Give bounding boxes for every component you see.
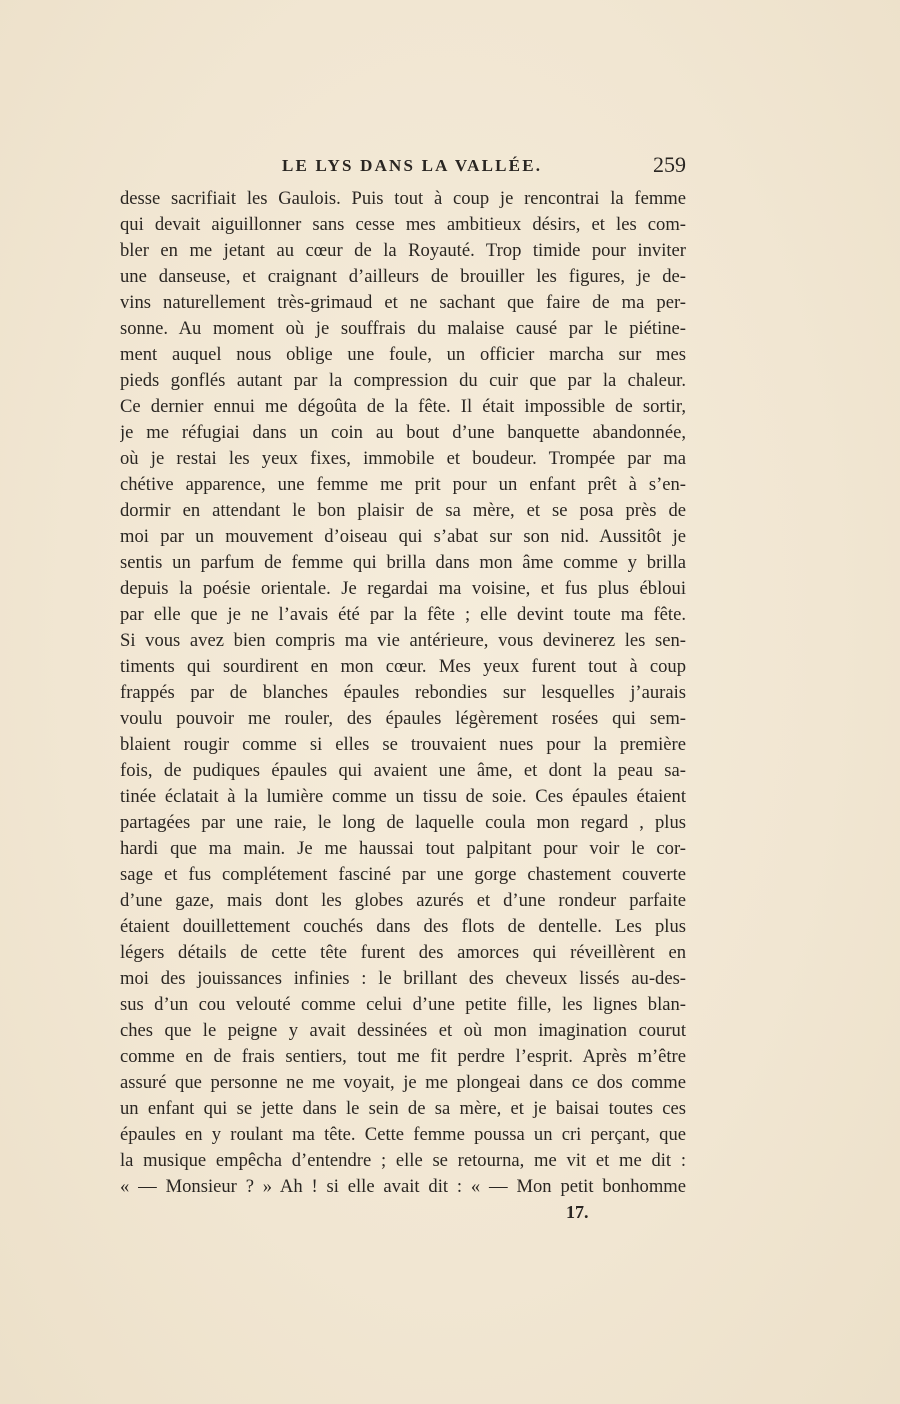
body-text — [120, 186, 686, 1200]
text-line: vins naturellement très-grimaud et ne sachant que faire de ma per- — [120, 292, 686, 313]
text-line: hardi que ma main. Je me haussai tout palpitant pour voir le cor- — [120, 838, 686, 859]
text-line: sentis un parfum de femme qui brilla dans mon âme comme y brilla — [120, 552, 686, 573]
running-title: LE LYS DANS LA VALLÉE. — [282, 156, 543, 175]
page-number: 259 — [653, 152, 686, 177]
text-line: voulu pouvoir me rouler, des épaules légèrement rosées qui sem- — [120, 708, 686, 729]
text-line: assuré que personne ne me voyait, je me plongeai dans ce dos comme — [120, 1072, 686, 1093]
text-line: par elle que je ne l’avais été par la fête ; elle devint toute ma fête. — [120, 604, 686, 625]
text-line: partagées par une raie, le long de laquelle coula mon regard , plus — [120, 812, 686, 833]
text-line: une danseuse, et craignant d’ailleurs de brouiller les figures, je de- — [120, 266, 686, 287]
text-line: frappés par de blanches épaules rebondies sur lesquelles j’aurais — [120, 682, 686, 703]
page-header — [120, 152, 686, 182]
text-line: légers détails de cette tête furent des amorces qui réveillèrent en — [120, 942, 686, 963]
text-line: sage et fus complétement fasciné par une gorge chastement couverte — [120, 864, 686, 885]
signature-mark: 17. — [566, 1202, 589, 1222]
text-line: moi des jouissances infinies : le brillant des cheveux lissés au-des- — [120, 968, 686, 989]
text-line: pieds gonflés autant par la compression du cuir que par la chaleur. — [120, 370, 686, 391]
text-line: tinée éclatait à la lumière comme un tissu de soie. Ces épaules étaient — [120, 786, 686, 807]
text-line: desse sacrifiait les Gaulois. Puis tout à coup je rencontrai la femme — [120, 188, 686, 209]
text-line: d’une gaze, mais dont les globes azurés et d’une rondeur parfaite — [120, 890, 686, 911]
text-line: Ce dernier ennui me dégoûta de la fête. Il était impossible de sortir, — [120, 396, 686, 417]
text-line: dormir en attendant le bon plaisir de sa mère, et se posa près de — [120, 500, 686, 521]
text-line: ment auquel nous oblige une foule, un officier marcha sur mes — [120, 344, 686, 365]
text-line: je me réfugiai dans un coin au bout d’une banquette abandonnée, — [120, 422, 686, 443]
text-line: bler en me jetant au cœur de la Royauté. Trop timide pour inviter — [120, 240, 686, 261]
text-line: étaient douillettement couchés dans des flots de dentelle. Les plus — [120, 916, 686, 937]
text-line: qui devait aiguillonner sans cesse mes ambitieux désirs, et les com- — [120, 214, 686, 235]
text-line: comme en de frais sentiers, tout me fit perdre l’esprit. Après m’être — [120, 1046, 686, 1067]
text-line: ches que le peigne y avait dessinées et où mon imagination courut — [120, 1020, 686, 1041]
text-line: chétive apparence, une femme me prit pour un enfant prêt à s’en- — [120, 474, 686, 495]
text-line: épaules en y roulant ma tête. Cette femme poussa un cri perçant, que — [120, 1124, 686, 1145]
text-line: blaient rougir comme si elles se trouvaient nues pour la première — [120, 734, 686, 755]
text-line: la musique empêcha d’entendre ; elle se retourna, me vit et me dit : — [120, 1150, 686, 1171]
text-line: moi par un mouvement d’oiseau qui s’abat sur son nid. Aussitôt je — [120, 526, 686, 547]
text-line: où je restai les yeux fixes, immobile et boudeur. Trompée par ma — [120, 448, 686, 469]
text-line: depuis la poésie orientale. Je regardai ma voisine, et fus plus ébloui — [120, 578, 686, 599]
text-line: un enfant qui se jette dans le sein de sa mère, et je baisai toutes ces — [120, 1098, 686, 1119]
text-line: « — Monsieur ? » Ah ! si elle avait dit : « — Mon petit bonhomme — [120, 1176, 686, 1197]
text-line: timents qui sourdirent en mon cœur. Mes yeux furent tout à coup — [120, 656, 686, 677]
text-line: fois, de pudiques épaules qui avaient une âme, et dont la peau sa- — [120, 760, 686, 781]
text-line: sus d’un cou velouté comme celui d’une petite fille, les lignes blan- — [120, 994, 686, 1015]
text-line: Si vous avez bien compris ma vie antérieure, vous devinerez les sen- — [120, 630, 686, 651]
text-line: sonne. Au moment où je souffrais du malaise causé par le piétine- — [120, 318, 686, 339]
